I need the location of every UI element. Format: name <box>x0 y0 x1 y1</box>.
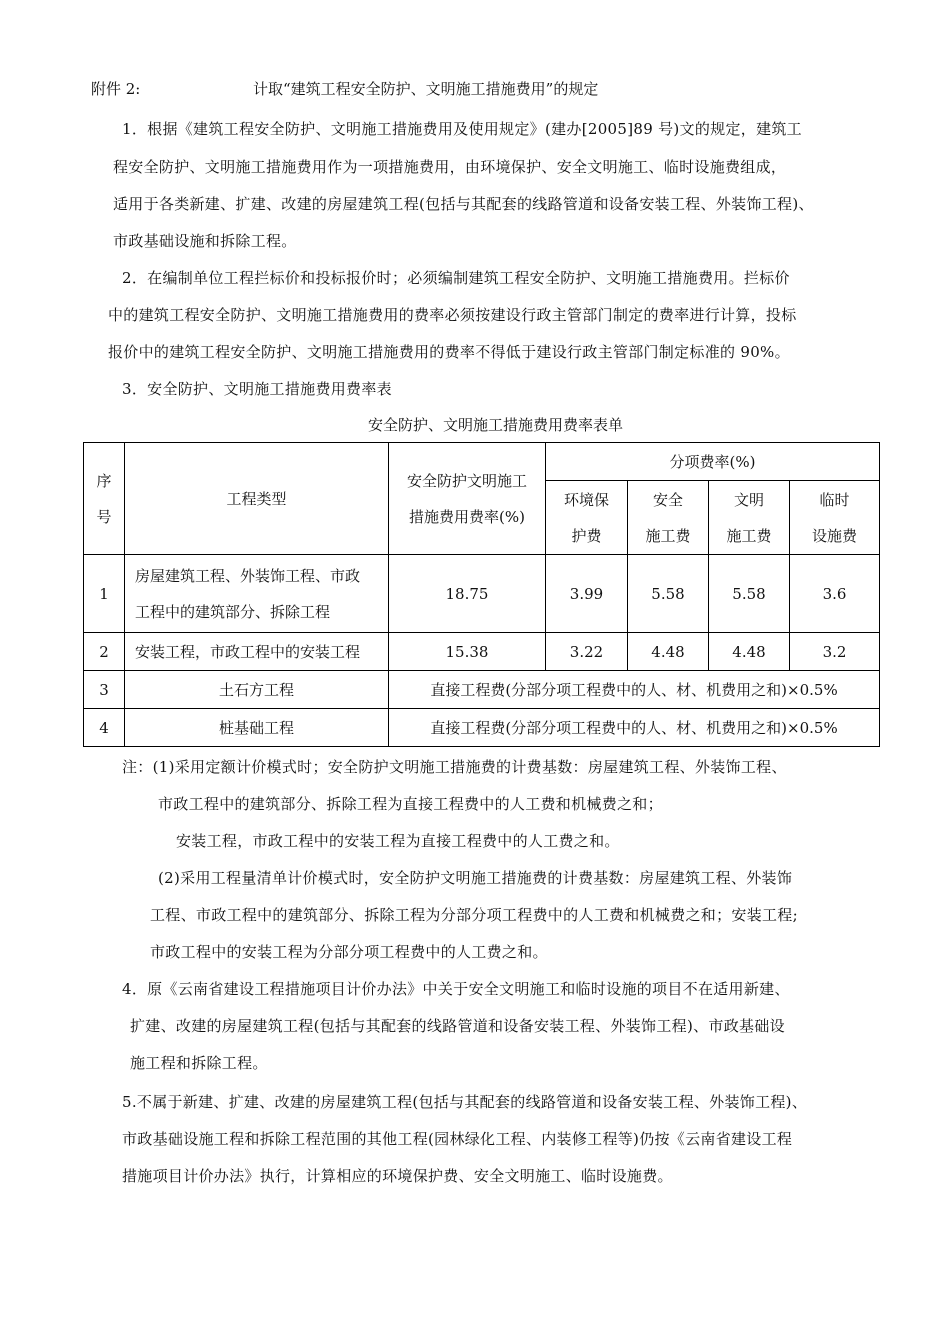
paragraph-2-line-2: 中的建筑工程安全防护、文明施工措施费用的费率必须按建设行政主管部门制定的费率进行计算，投标 <box>108 306 797 324</box>
paragraph-5-line-2: 市政基础设施工程和拆除工程范围的其他工程(园林绿化工程、内装修工程等)仍按《云南省建设工程 <box>122 1130 793 1148</box>
table-row <box>84 555 880 633</box>
row-temp: 3.2 <box>790 633 880 671</box>
attachment-label: 附件 2: <box>91 80 141 98</box>
note-line-6: 市政工程中的安装工程为分部分项工程费中的人工费之和。 <box>150 943 548 961</box>
row-type: 土石方工程 <box>125 671 389 709</box>
row-civil: 4.48 <box>709 633 790 671</box>
note-line-5: 工程、市政工程中的建筑部分、拆除工程为分部分项工程费中的人工费和机械费之和；安装工程; <box>150 906 798 924</box>
paragraph-1-line-4: 市政基础设施和拆除工程。 <box>113 232 297 250</box>
row-merged-rate: 直接工程费(分部分项工程费中的人、材、机费用之和)×0.5% <box>389 671 880 709</box>
row-type: 桩基础工程 <box>125 709 389 747</box>
header-safety: 安全 施工费 <box>628 481 709 555</box>
row-total-rate: 15.38 <box>389 633 546 671</box>
row-civil: 5.58 <box>709 555 790 633</box>
paragraph-5-line-1: 5.不属于新建、扩建、改建的房屋建筑工程(包括与其配套的线路管道和设备安装工程、外装饰工程)、 <box>122 1093 808 1111</box>
row-seq: 4 <box>84 709 125 747</box>
note-line-1: 注：(1)采用定额计价模式时；安全防护文明施工措施费的计费基数：房屋建筑工程、外装饰工程、 <box>122 758 787 776</box>
paragraph-4-line-1: 4．原《云南省建设工程措施项目计价办法》中关于安全文明施工和临时设施的项目不在适用新建、 <box>122 980 790 998</box>
row-env: 3.99 <box>546 555 628 633</box>
row-safety: 5.58 <box>628 555 709 633</box>
table-caption: 安全防护、文明施工措施费用费率表单 <box>368 416 624 434</box>
table-row <box>84 709 880 747</box>
header-temp: 临时 设施费 <box>790 481 880 555</box>
paragraph-2-line-1: 2．在编制单位工程拦标价和投标报价时；必须编制建筑工程安全防护、文明施工措施费用。拦标价 <box>122 269 790 287</box>
header-seq: 序 号 <box>84 443 125 555</box>
page-title: 计取“建筑工程安全防护、文明施工措施费用”的规定 <box>253 80 599 98</box>
note-line-2: 市政工程中的建筑部分、拆除工程为直接工程费中的人工费和机械费之和； <box>158 795 663 813</box>
row-seq: 3 <box>84 671 125 709</box>
header-env: 环境保 护费 <box>546 481 628 555</box>
note-line-3: 安装工程，市政工程中的安装工程为直接工程费中的人工费之和。 <box>176 832 620 850</box>
paragraph-5-line-3: 措施项目计价办法》执行，计算相应的环境保护费、安全文明施工、临时设施费。 <box>122 1167 673 1185</box>
table-row <box>84 633 880 671</box>
paragraph-1-line-3: 适用于各类新建、扩建、改建的房屋建筑工程(包括与其配套的线路管道和设备安装工程、外装饰工程)、 <box>113 195 814 213</box>
row-type: 房屋建筑工程、外装饰工程、市政 工程中的建筑部分、拆除工程 <box>125 555 389 633</box>
rate-table <box>83 442 880 747</box>
header-total-rate: 安全防护文明施工 措施费用费率(%) <box>389 443 546 555</box>
row-seq: 1 <box>84 555 125 633</box>
header-project-type: 工程类型 <box>125 443 389 555</box>
row-env: 3.22 <box>546 633 628 671</box>
note-line-4: (2)采用工程量清单计价模式时，安全防护文明施工措施费的计费基数：房屋建筑工程、外装饰 <box>158 869 793 887</box>
paragraph-4-line-3: 施工程和拆除工程。 <box>130 1054 268 1072</box>
paragraph-1-line-1: 1．根据《建筑工程安全防护、文明施工措施费用及使用规定》(建办[2005]89 号)文的规定，建筑工 <box>122 120 802 138</box>
paragraph-3: 3．安全防护、文明施工措施费用费率表 <box>122 380 392 398</box>
row-seq: 2 <box>84 633 125 671</box>
row-safety: 4.48 <box>628 633 709 671</box>
table-row <box>84 671 880 709</box>
paragraph-4-line-2: 扩建、改建的房屋建筑工程(包括与其配套的线路管道和设备安装工程、外装饰工程)、市政基础设 <box>130 1017 785 1035</box>
header-sub-rate: 分项费率(%) <box>546 443 880 481</box>
row-temp: 3.6 <box>790 555 880 633</box>
row-type: 安装工程，市政工程中的安装工程 <box>125 633 389 671</box>
paragraph-1-line-2: 程安全防护、文明施工措施费用作为一项措施费用，由环境保护、安全文明施工、临时设施费组成， <box>113 158 787 176</box>
row-merged-rate: 直接工程费(分部分项工程费中的人、材、机费用之和)×0.5% <box>389 709 880 747</box>
paragraph-2-line-3: 报价中的建筑工程安全防护、文明施工措施费用的费率不得低于建设行政主管部门制定标准的 90%。 <box>108 343 790 361</box>
row-total-rate: 18.75 <box>389 555 546 633</box>
header-civil: 文明 施工费 <box>709 481 790 555</box>
